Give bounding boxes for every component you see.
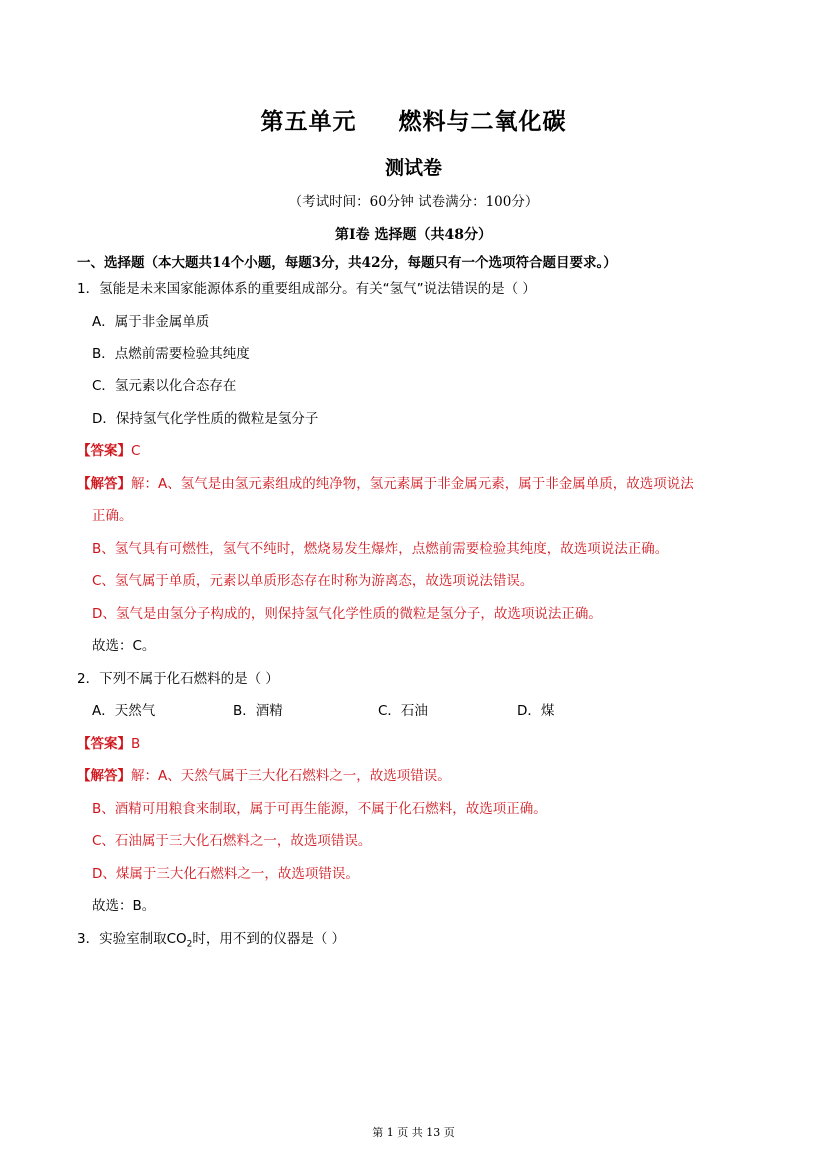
part-title: 第Ⅰ卷 选择题（共48分） (335, 227, 492, 243)
question-2-analysis-line-4: D、煤属于三大化石燃料之一，故选项错误。 (92, 866, 359, 882)
question-2-options (92, 702, 592, 720)
page-subtitle: 测试卷 (384, 157, 442, 179)
question-1-stem: 1．氢能是未来国家能源体系的重要组成部分。有关“氢气”说法错误的是（ ） (77, 281, 536, 297)
question-2-analysis-line-2: B、酒精可用粮食来制取，属于可再生能源，不属于化石燃料，故选项正确。 (92, 801, 547, 817)
question-2-option-d: D．煤 (517, 703, 555, 719)
question-1-analysis-line-2: 正确。 (92, 508, 133, 524)
question-2-analysis-line-3: C、石油属于三大化石燃料之一，故选项错误。 (92, 833, 372, 849)
question-1-option-a: A．属于非金属单质 (92, 314, 210, 330)
exam-info: （考试时间：60分钟 试卷满分：100分） (288, 194, 539, 210)
question-2-option-a: A．天然气 (92, 703, 156, 719)
question-1-option-b: B．点燃前需要检验其纯度 (92, 346, 250, 362)
answer-value: B (131, 736, 141, 752)
question-1-analysis-line-5: D、氢气是由氢分子构成的，则保持氢气化学性质的微粒是氢分子，故选项说法正确。 (92, 606, 602, 622)
page-footer: 第 1 页 共 13 页 (372, 1126, 455, 1139)
title-unit: 第五单元 (260, 108, 357, 135)
question-3-stem-subscript: 2 (186, 939, 193, 950)
question-2-answer (77, 735, 140, 753)
question-2-option-b: B．酒精 (233, 703, 283, 719)
question-1-option-c: C．氢元素以化合态存在 (92, 378, 237, 394)
analysis-text: 解：A、氢气是由氢元素组成的纯净物，氢元素属于非金属元素，属于非金属单质，故选项说法 (131, 476, 694, 492)
answer-tag: 【答案】 (77, 736, 131, 752)
question-3-stem-prefix: 3．实验室制取CO (77, 931, 187, 947)
question-2-option-c: C．石油 (378, 703, 428, 719)
answer-tag: 【答案】 (77, 443, 131, 459)
section-title: 一、选择题（本大题共14个小题，每题3分，共42分，每题只有一个选项符合题目要求。） (77, 255, 617, 271)
question-2-conclusion: 故选：B。 (92, 898, 156, 914)
analysis-tag: 【解答】 (77, 768, 131, 784)
question-2-analysis-line-1 (77, 767, 451, 785)
question-1-option-d: D．保持氢气化学性质的微粒是氢分子 (92, 411, 319, 427)
question-3-stem-suffix: 时，用不到的仪器是（ ） (192, 931, 346, 947)
question-3-stem (77, 930, 345, 954)
page-title (0, 103, 827, 136)
question-1-conclusion: 故选：C。 (92, 638, 156, 654)
title-topic: 燃料与二氧化碳 (398, 108, 567, 135)
question-1-analysis-line-3: B、氢气具有可燃性，氢气不纯时，燃烧易发生爆炸，点燃前需要检验其纯度，故选项说法正确。 (92, 541, 669, 557)
question-1-answer (77, 442, 140, 460)
question-1-analysis-line-4: C、氢气属于单质，元素以单质形态存在时称为游离态，故选项说法错误。 (92, 573, 534, 589)
question-1-analysis-line-1 (77, 475, 694, 493)
question-2-stem: 2．下列不属于化石燃料的是（ ） (77, 671, 279, 687)
analysis-tag: 【解答】 (77, 476, 131, 492)
analysis-text: 解：A、天然气属于三大化石燃料之一，故选项错误。 (131, 768, 451, 784)
answer-value: C (131, 443, 141, 459)
